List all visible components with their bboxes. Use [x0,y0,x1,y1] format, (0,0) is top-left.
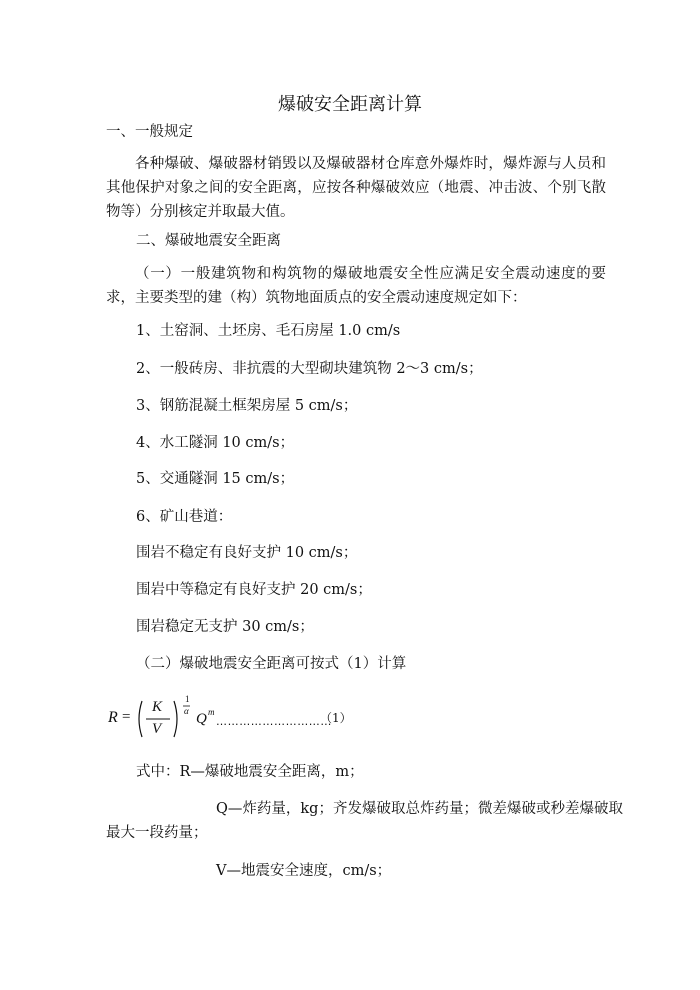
formula-q: Q [196,711,207,727]
variable-definition-r: 式中：R—爆破地震安全距离，m； [136,764,364,780]
formula-denominator: V [152,721,162,737]
formula-leader-dots: ………………………… [216,715,332,728]
distance-formula [108,695,368,743]
formula-equals: = [122,709,131,725]
formula-intro: （二）爆破地震安全距离可按式（1）计算 [136,656,407,672]
document-title: 爆破安全距离计算 [278,94,422,115]
list-item: 5、交通隧洞 15 cm/s； [136,471,295,487]
sub-list-item: 围岩稳定无支护 30 cm/s； [136,619,314,635]
list-item: 6、矿山巷道： [136,509,233,525]
seismic-requirement-paragraph: （一）一般建筑物和构筑物的爆破地震安全性应满足安全震动速度的要求，主要类型的建（构）筑物地面质点的安全震动速度规定如下： [106,266,606,306]
section-heading-seismic: 二、爆破地震安全距离 [136,233,281,249]
variable-definition-v: V—地震安全速度，cm/s； [216,863,392,879]
formula-equation-number: （1） [320,711,352,725]
formula-left-paren [139,701,142,737]
formula-right-paren [174,701,177,737]
sub-list-item: 围岩中等稳定有良好支护 20 cm/s； [136,582,372,598]
formula-exponent-denominator: α [184,706,189,716]
section-heading-general: 一、一般规定 [106,124,193,140]
list-item: 4、水工隧洞 10 cm/s； [136,435,295,451]
list-item: 3、钢筋混凝土框架房屋 5 cm/s； [136,398,358,414]
formula-q-exponent: m [208,707,215,717]
general-rule-paragraph: 各种爆破、爆破器材销毁以及爆破器材仓库意外爆炸时，爆炸源与人员和其他保护对象之间的安全距离，应按各种爆破效应（地震、冲击波、个别飞散物等）分别核定并取最大值。 [106,156,606,220]
variable-definition-q-continued: 最大一段药量； [106,825,208,841]
list-item: 2、一般砖房、非抗震的大型砌块建筑物 2～3 cm/s； [136,361,483,377]
formula-numerator: K [152,699,163,715]
list-item: 1、土窑洞、土坯房、毛石房屋 1.0 cm/s [136,323,401,339]
sub-list-item: 围岩不稳定有良好支护 10 cm/s； [136,545,358,561]
formula-exponent-numerator: 1 [185,694,190,704]
variable-definition-q: Q—炸药量，kg；齐发爆破取总炸药量；微差爆破或秒差爆破取 [216,801,623,817]
formula-lhs: R [108,709,118,726]
